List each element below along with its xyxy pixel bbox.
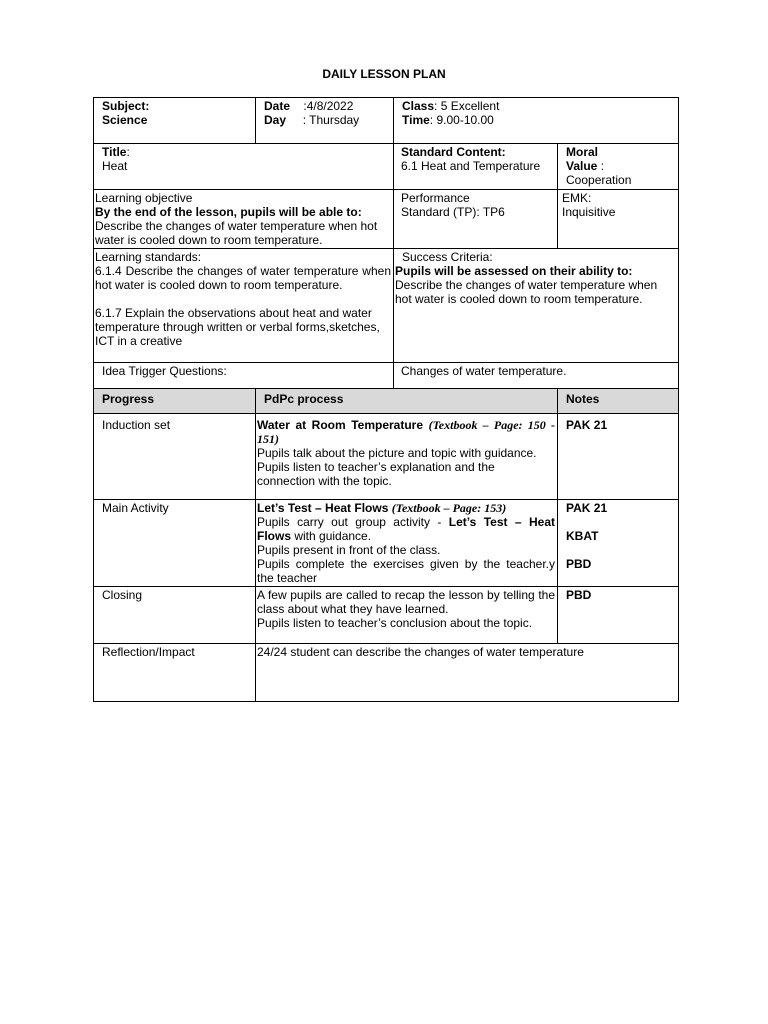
class-cell [394, 98, 679, 144]
main-activity-line-3: Pupils complete the exercises given by the teacher.y the teacher [257, 557, 555, 585]
performance-label: Performance [401, 191, 470, 205]
standard-content-label: Standard Content: [401, 145, 506, 159]
induction-note: PAK 21 [566, 418, 608, 432]
moral-value-cell [558, 144, 679, 190]
closing-label: Closing [102, 588, 143, 602]
class-value: : 5 Excellent [434, 99, 500, 113]
main-activity-note-3: PBD [566, 557, 592, 571]
success-criteria-intro: Pupils will be assessed on their ability to: [395, 264, 633, 278]
success-criteria-text: Describe the changes of water temperature when hot water is cooled down to room temperature. [395, 278, 658, 306]
reflection-value: 24/24 student can describe the changes of water temperature [257, 645, 584, 659]
induction-heading: Water at Room Temperature [257, 418, 424, 432]
date-value: :4/8/2022 [303, 99, 354, 113]
induction-notes-cell [558, 414, 679, 500]
main-activity-line-1b: Let’s Test – Heat Flows [257, 515, 555, 543]
induction-row [94, 414, 679, 500]
learning-objective-label: Learning objective [95, 191, 193, 205]
closing-notes-cell [558, 587, 679, 644]
idea-trigger-value: Changes of water temperature. [401, 364, 567, 378]
closing-line-1: A few pupils are called to recap the lesson by telling the class about what they have learned. [257, 588, 555, 616]
main-activity-line-2: Pupils present in front of the class. [257, 543, 441, 557]
time-value: : 9.00-10.00 [429, 113, 494, 127]
header-row [94, 98, 679, 144]
main-activity-process-cell [256, 500, 558, 587]
moral-value: Cooperation [566, 173, 632, 187]
main-activity-line-1c: with guidance. [291, 529, 372, 543]
standard-content-cell [394, 144, 558, 190]
title-value: Heat [102, 159, 128, 173]
date-cell [256, 98, 394, 144]
main-activity-label-cell [94, 500, 256, 587]
performance-standard: Standard (TP): TP6 [401, 205, 505, 219]
emk-value: Inquisitive [562, 205, 616, 219]
process-header-text: PdPc process [264, 392, 344, 406]
induction-process-cell [256, 414, 558, 500]
subject-value: Science [102, 113, 148, 127]
induction-heading-line [257, 415, 555, 446]
main-activity-line-1 [257, 515, 555, 543]
learning-objective-intro: By the end of the lesson, pupils will be able to: [95, 205, 362, 219]
notes-header-text: Notes [566, 392, 600, 406]
title-row [94, 144, 679, 190]
value-label: Value [566, 159, 598, 173]
learning-standard-item-2: 6.1.7 Explain the observations about heat and water temperature through written or verbal forms,sketches, ICT in a creative [95, 306, 380, 348]
emk-cell [558, 190, 679, 249]
day-value: : Thursday [302, 113, 360, 127]
title-colon: : [126, 145, 130, 159]
lesson-plan-table [93, 97, 679, 702]
notes-header [558, 389, 679, 414]
idea-trigger-label-cell [94, 363, 394, 389]
process-header [256, 389, 558, 414]
learning-standards-label: Learning standards: [95, 250, 202, 264]
reflection-label: Reflection/Impact [102, 645, 195, 659]
date-label: Date [264, 99, 291, 113]
main-activity-heading-line [257, 501, 555, 515]
induction-label: Induction set [102, 418, 171, 432]
reflection-value-cell [256, 644, 679, 702]
standards-row [94, 249, 679, 363]
success-criteria-cell [394, 249, 679, 363]
title-cell [94, 144, 394, 190]
subject-label: Subject: [102, 99, 150, 113]
process-header-row [94, 389, 679, 414]
trigger-row [94, 363, 679, 389]
main-activity-row [94, 500, 679, 587]
learning-objective-cell [94, 190, 394, 249]
performance-cell [394, 190, 558, 249]
learning-standards-cell [94, 249, 394, 363]
main-activity-notes-cell [558, 500, 679, 587]
value-colon: : [597, 159, 605, 173]
main-activity-label: Main Activity [102, 501, 169, 515]
induction-line-2: Pupils listen to teacher’s explanation and the connection with the topic. [257, 460, 495, 488]
day-label: Day [264, 113, 287, 127]
emk-label: EMK: [562, 191, 592, 205]
standard-content-value: 6.1 Heat and Temperature [401, 159, 541, 173]
main-activity-note-1: PAK 21 [566, 501, 608, 515]
closing-note: PBD [566, 588, 592, 602]
subject-cell [94, 98, 256, 144]
class-label: Class [402, 99, 435, 113]
closing-process-cell [256, 587, 558, 644]
success-criteria-label: Success Criteria: [402, 250, 493, 264]
reflection-label-cell [94, 644, 256, 702]
objective-row [94, 190, 679, 249]
idea-trigger-label: Idea Trigger Questions: [102, 364, 227, 378]
induction-ref: (Textbook – Page: 150 - 151) [257, 418, 555, 446]
time-label: Time [402, 113, 430, 127]
moral-label: Moral [566, 145, 599, 159]
main-activity-line-1a: Pupils carry out group activity - [257, 515, 449, 529]
learning-standard-item-1: 6.1.4 Describe the changes of water temperature when hot water is cooled down to room temperature. [95, 264, 391, 292]
induction-label-cell [94, 414, 256, 500]
progress-header-text: Progress [102, 392, 155, 406]
closing-line-2: Pupils listen to teacher’s conclusion about the topic. [257, 616, 533, 630]
main-activity-heading: Let’s Test – Heat Flows [257, 501, 389, 515]
title-label: Title [102, 145, 127, 159]
closing-label-cell [94, 587, 256, 644]
learning-objective-text: Describe the changes of water temperature when hot water is cooled down to room temperature. [95, 219, 378, 247]
idea-trigger-value-cell [394, 363, 679, 389]
induction-line-1: Pupils talk about the picture and topic with guidance. [257, 446, 537, 460]
main-activity-ref: (Textbook – Page: 153) [391, 501, 507, 515]
document-title: DAILY LESSON PLAN [322, 67, 446, 81]
main-activity-note-2: KBAT [566, 529, 599, 543]
closing-row [94, 587, 679, 644]
progress-header [94, 389, 256, 414]
reflection-row [94, 644, 679, 702]
